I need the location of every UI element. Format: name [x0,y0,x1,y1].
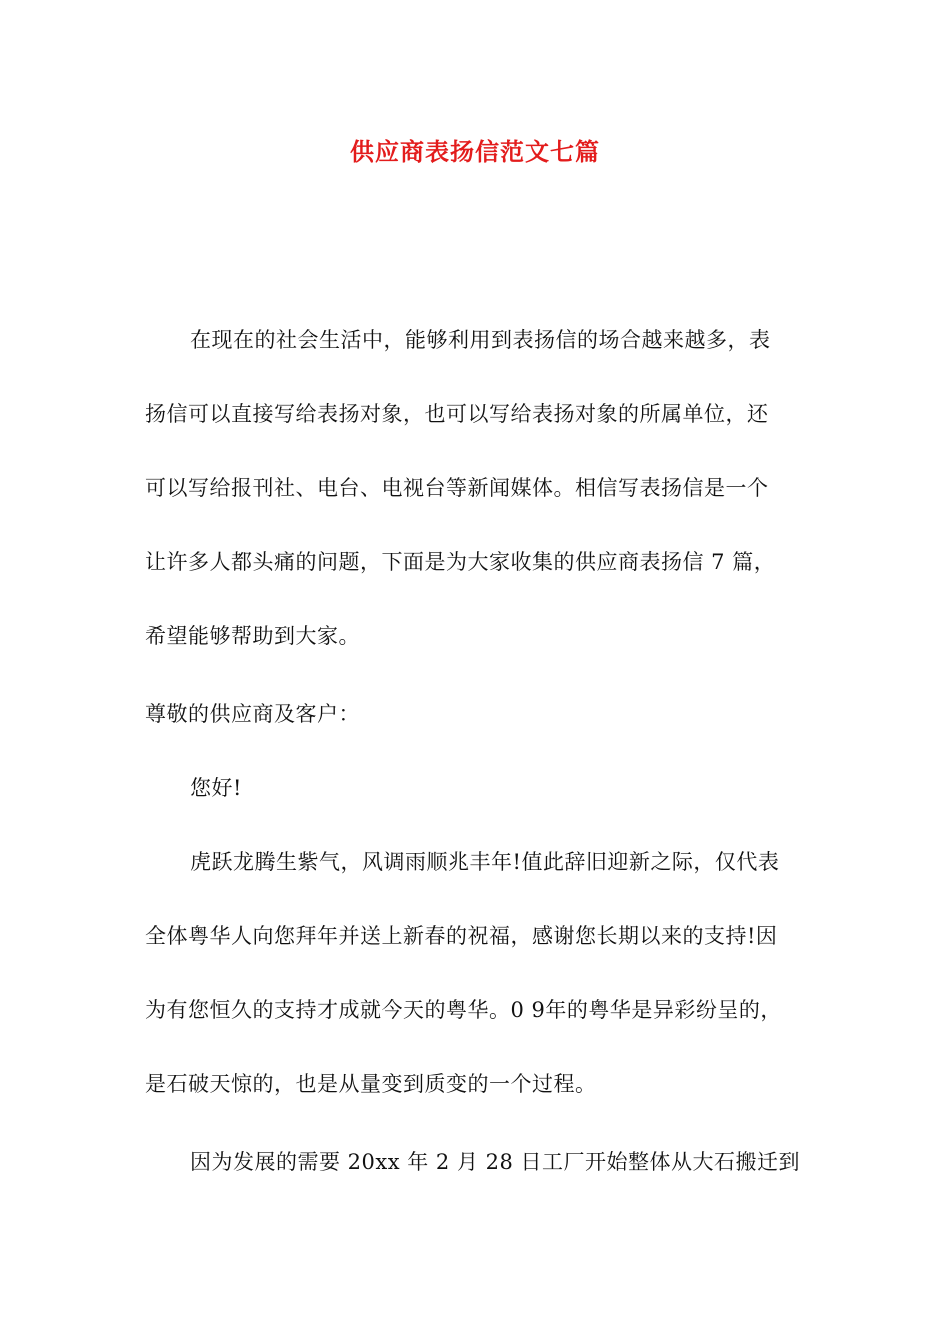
paragraph-line: 扬信可以直接写给表扬对象，也可以写给表扬对象的所属单位，还 [145,402,769,426]
paragraph-line: 因为发展的需要 20xx 年 2 月 28 日工厂开始整体从大石搬迁到 [190,1150,801,1174]
paragraph-line: 全体粤华人向您拜年并送上新春的祝福，感谢您长期以来的支持!因 [145,924,778,948]
salutation: 尊敬的供应商及客户： [145,702,360,726]
paragraph-line: 让许多人都头痛的问题，下面是为大家收集的供应商表扬信 7 篇， [145,550,776,574]
paragraph-line: 为有您恒久的支持才成就今天的粤华。0 9年的粤华是异彩纷呈的， [145,998,782,1022]
paragraph-line: 可以写给报刊社、电台、电视台等新闻媒体。相信写表扬信是一个 [145,476,769,500]
document-title: 供应商表扬信范文七篇 [350,137,600,166]
paragraph-line: 在现在的社会生活中，能够利用到表扬信的场合越来越多，表 [190,328,771,352]
paragraph-line: 是石破天惊的，也是从量变到质变的一个过程。 [145,1072,597,1096]
greeting: 您好! [190,776,242,800]
paragraph-line: 希望能够帮助到大家。 [145,624,360,648]
paragraph-line: 虎跃龙腾生紫气，风调雨顺兆丰年!值此辞旧迎新之际，仅代表 [190,850,780,874]
